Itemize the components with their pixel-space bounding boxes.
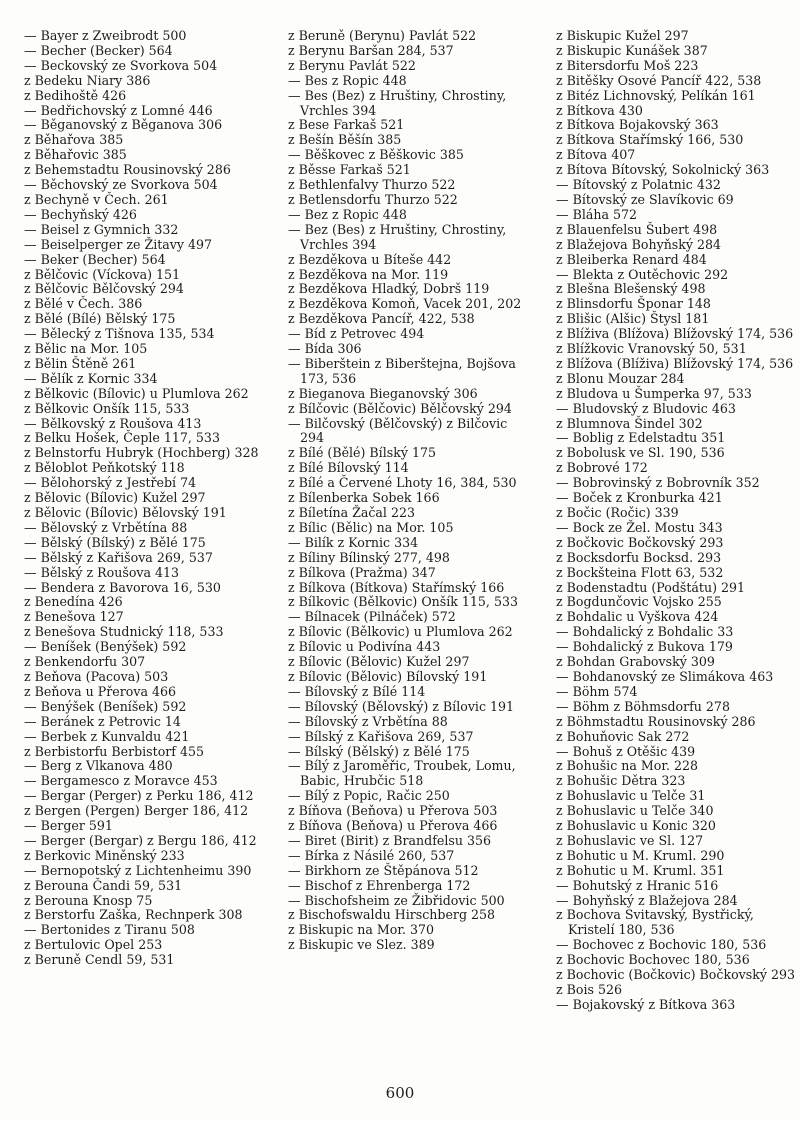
index-entry: z Blíživa (Blížova) Blížovský 174, 536 (556, 326, 794, 342)
index-entry: z Bludova u Šumperka 97, 533 (556, 385, 752, 401)
index-entry: z Blišic (Alšic) Štysl 181 (556, 311, 710, 327)
index-entry: z Běloblot Peňkotský 118 (24, 460, 185, 476)
index-entry: — Berbek z Kunvaldu 421 (24, 728, 190, 744)
index-entry: z Bezděkova Hladký, Dobrš 119 (288, 281, 490, 297)
index-entry: — Bischof z Ehrenberga 172 (288, 877, 471, 893)
index-entry: z Bílenberka Sobek 166 (288, 490, 440, 506)
index-entry: — Bělecký z Tišnova 135, 534 (24, 326, 215, 342)
index-entry: z Bělčovic (Víckova) 151 (24, 266, 181, 282)
index-entry: z Bílovic (Bělkovic) u Plumlova 262 (288, 624, 513, 640)
index-entry: z Bohuslavic u Konic 320 (556, 818, 716, 834)
page-number: 600 (385, 1084, 415, 1102)
index-entry: z Bílčovic (Bělčovic) Bělčovský 294 (288, 400, 512, 416)
index-entry: z Bočkovic Bočkovský 293 (556, 534, 724, 550)
index-entry: — Bilík z Kornic 334 (288, 534, 419, 550)
index-entry: — Bírka z Násilé 260, 537 (288, 847, 455, 863)
index-entry: z Belku Hošek, Čeple 117, 533 (24, 430, 220, 446)
index-entry: z Biskupic ve Slez. 389 (288, 937, 435, 953)
index-entry: — Boček z Kronburka 421 (556, 490, 723, 506)
index-entry: z Bítkova Bojakovský 363 (556, 117, 719, 133)
index-entry: z Bertulovic Opel 253 (24, 937, 163, 953)
index-entry: z Bílé Bílovský 114 (288, 460, 409, 476)
index-entry: — Bohutský z Hranic 516 (556, 877, 719, 893)
index-entry: z Bešín Běšín 385 (288, 132, 402, 148)
index-entry: z Bechyně v Čech. 261 (24, 191, 169, 207)
index-entry: — Bez z Ropic 448 (288, 206, 407, 222)
index-entry: z Bedihoště 426 (24, 87, 127, 103)
index-entry: z Biskupic Kunášek 387 (556, 42, 708, 58)
index-entry: z Bělkovic (Bílovic) u Plumlova 262 (24, 385, 249, 401)
index-entry: — Böhm 574 (556, 683, 638, 699)
index-entry: — Bílovský z Bílé 114 (288, 683, 426, 699)
index-entry: z Bílkovic (Bělkovic) Onšík 115, 533 (288, 594, 518, 610)
index-entry: z Berbistorfu Berbistorf 455 (24, 743, 205, 759)
index-entry: — Bock ze Žel. Mostu 343 (556, 519, 723, 535)
index-entry: z Blížova (Blíživa) Blížovský 174, 536 (556, 355, 794, 371)
index-entry: — Bechyňský 426 (24, 206, 137, 222)
index-entry: z Blinsdorfu Šponar 148 (556, 296, 711, 312)
index-entry: z Bílovic (Bělovic) Bílovský 191 (288, 668, 488, 684)
index-entry: — Bílovský z Vrbětína 88 (288, 713, 448, 729)
index-entry: — Becher (Becker) 564 (24, 42, 173, 58)
index-entry: z Bílkova (Bítkova) Stařímský 166 (288, 579, 505, 595)
index-entry: z Bělovic (Bílovic) Bělovský 191 (24, 505, 227, 520)
index-entry: z Blažejova Bohyňský 284 (556, 236, 722, 252)
index-entry: z Blumnova Šindel 302 (556, 415, 703, 431)
index-entry: z Beruně (Berynu) Pavlát 522 (288, 28, 477, 43)
index-entry: z Bedeku Niary 386 (24, 72, 151, 88)
index-entry: — Bělovský z Vrbětína 88 (24, 519, 188, 535)
index-entry: z Benešova Studnický 118, 533 (24, 624, 224, 640)
index-entry: — Bělský z Kařišova 269, 537 (24, 549, 213, 565)
index-entry: z Beruně Cendl 59, 531 (24, 952, 175, 968)
index-entry: z Bleiberka Renard 484 (556, 251, 707, 267)
index-entry: — Beiselperger ze Žitavy 497 (24, 236, 213, 252)
index-entry: z Bochova Svitavský, Bystřický, Kristelí 180, 536 (556, 907, 754, 938)
index-entry: — Bláha 572 (556, 206, 638, 222)
index-entry: — Běganovský z Běganova 306 (24, 117, 223, 133)
index-entry: z Bílé a Červené Lhoty 16, 384, 530 (288, 475, 517, 491)
index-entry: z Bíňova (Beňova) u Přerova 503 (288, 803, 498, 819)
index-entry: z Bezděkova Komoň, Vacek 201, 202 (288, 296, 522, 312)
index-entry: z Beňova u Přerova 466 (24, 683, 176, 699)
index-entry: — Bílnacek (Pilnáček) 572 (288, 609, 456, 625)
index-entry: z Bílé (Bělé) Bílský 175 (288, 445, 436, 461)
index-entry: z Bohušic Dětra 323 (556, 773, 686, 789)
index-entry: z Bohuňovic Sak 272 (556, 728, 690, 744)
index-entry: z Bítkova Stařímský 166, 530 (556, 132, 744, 148)
index-entry: z Běhařovic 385 (24, 147, 127, 163)
index-entry: z Bílovic (Bělovic) Kužel 297 (288, 654, 470, 670)
index-entry: z Bobolusk ve Sl. 190, 536 (556, 445, 725, 461)
index-entry: z Bělic na Mor. 105 (24, 341, 148, 357)
index-entry: — Berger (Bergar) z Bergu 186, 412 (24, 832, 257, 848)
index-entry: — Boblig z Edelstadtu 351 (556, 430, 726, 446)
index-entry: — Biret (Birit) z Brandfelsu 356 (288, 832, 491, 848)
index-entry: — Beker (Becher) 564 (24, 251, 166, 267)
index-entry: — Bohdalický z Bukova 179 (556, 639, 733, 655)
index-entry: z Bělé (Bílé) Bělský 175 (24, 311, 176, 327)
index-entry: — Bílský z Kařišova 269, 537 (288, 728, 474, 744)
index-entry: z Bohutic u M. Kruml. 351 (556, 862, 725, 878)
index-entry: z Bítova 407 (556, 147, 636, 163)
index-column-2 (288, 29, 534, 953)
index-entry: z Benedína 426 (24, 594, 123, 610)
index-entry: — Böhm z Böhmsdorfu 278 (556, 698, 730, 714)
index-entry: — Bílský (Bělský) z Bělé 175 (288, 743, 470, 759)
index-entry: z Bitersdorfu Moš 223 (556, 57, 699, 73)
index-entry: — Bergamesco z Moravce 453 (24, 773, 218, 789)
index-entry: z Bobrové 172 (556, 460, 648, 476)
index-entry: — Beránek z Petrovic 14 (24, 713, 181, 729)
index-entry: z Bethlenfalvy Thurzo 522 (288, 177, 456, 193)
index-entry: — Blekta z Outěchovic 292 (556, 266, 729, 282)
index-entry: — Bohdalický z Bohdalic 33 (556, 624, 734, 640)
index-entry: — Bílý z Popic, Račic 250 (288, 788, 450, 804)
index-entry: z Bělin Štěně 261 (24, 355, 137, 371)
index-entry: — Berger 591 (24, 818, 113, 834)
index-entry: — Bendera z Bavorova 16, 530 (24, 579, 221, 595)
index-entry: — Bayer z Zweibrodt 500 (24, 28, 187, 43)
index-entry: z Biskupic Kužel 297 (556, 28, 689, 43)
index-entry: — Bělský (Bílský) z Bělé 175 (24, 534, 206, 550)
index-entry: — Beníšek (Benýšek) 592 (24, 639, 187, 655)
index-entry: — Bilčovský (Bělčovský) z Bilčovic 294 (288, 415, 508, 446)
index-entry: z Bělčovic Bělčovský 294 (24, 281, 184, 297)
index-entry: — Beckovský ze Svorkova 504 (24, 57, 218, 73)
index-entry: z Bezděkova Pancíř, 422, 538 (288, 311, 475, 327)
index-column-1 (24, 29, 270, 968)
index-entry: z Bohdan Grabovský 309 (556, 654, 715, 670)
index-entry: — Bítovský ze Slavíkovic 69 (556, 191, 734, 207)
index-entry: — Bludovský z Bludovic 463 (556, 400, 736, 416)
index-entry: z Bílovic u Podivína 443 (288, 639, 441, 655)
index-entry: — Bes z Ropic 448 (288, 72, 407, 88)
index-entry: z Bischofswaldu Hirschberg 258 (288, 907, 496, 923)
index-entry: z Blonu Mouzar 284 (556, 370, 685, 386)
index-entry: z Blešna Blešenský 498 (556, 281, 706, 297)
index-entry: z Bohutic u M. Kruml. 290 (556, 847, 725, 863)
index-entry: — Beisel z Gymnich 332 (24, 221, 179, 237)
index-entry: z Bockšteina Flott 63, 532 (556, 564, 724, 580)
index-entry: z Biskupic na Mor. 370 (288, 922, 435, 938)
index-entry: z Blauenfelsu Šubert 498 (556, 221, 718, 237)
index-entry: z Bílkova (Pražma) 347 (288, 564, 436, 580)
index-entry: z Bočic (Ročic) 339 (556, 505, 679, 520)
index-entry: — Bílovský (Bělovský) z Bílovic 191 (288, 698, 515, 714)
index-entry: — Bítovský z Polatnic 432 (556, 177, 721, 193)
index-entry: — Berg z Vlkanova 480 (24, 758, 173, 774)
index-column-3 (556, 29, 800, 1013)
index-entry: z Bochovic (Bočkovic) Bočkovský 293 (556, 967, 796, 983)
index-entry: — Bohdanovský ze Slimákova 463 (556, 668, 774, 684)
index-entry: z Bitéz Lichnovský, Pelíkán 161 (556, 87, 756, 103)
index-entry: — Bílý z Jaroměřic, Troubek, Lomu, Babic, Hrubčic 518 (288, 758, 516, 789)
index-entry: z Bezděkova u Bíteše 442 (288, 251, 452, 267)
index-entry: z Berouna Knosp 75 (24, 892, 153, 908)
index-entry: z Bodenstadtu (Podštátu) 291 (556, 579, 746, 595)
index-entry: z Berynu Pavlát 522 (288, 57, 416, 73)
index-entry: z Bohušic na Mor. 228 (556, 758, 699, 774)
index-entry: z Bohuslavic u Telče 31 (556, 788, 706, 804)
index-entry: z Behemstadtu Rousinovský 286 (24, 162, 231, 178)
index-entry: z Bíliny Bílinský 277, 498 (288, 549, 450, 565)
index-entry: — Bohyňský z Blažejova 284 (556, 892, 738, 908)
index-entry: z Böhmstadtu Rousinovský 286 (556, 713, 756, 729)
index-entry: z Bítkova 430 (556, 102, 643, 118)
index-entry: — Benýšek (Beníšek) 592 (24, 698, 187, 714)
index-entry: — Bohuš z Otěšic 439 (556, 743, 696, 759)
index-entry: — Birkhorn ze Štěpánova 512 (288, 862, 479, 878)
index-entry: z Běhařova 385 (24, 132, 124, 148)
index-entry: — Běškovec z Běškovic 385 (288, 147, 464, 163)
index-entry: z Benkendorfu 307 (24, 654, 146, 670)
index-entry: z Běsse Farkaš 521 (288, 162, 411, 178)
index-entry: z Berkovic Miněnský 233 (24, 847, 185, 863)
index-entry: — Bobrovinský z Bobrovník 352 (556, 475, 760, 491)
index-entry: — Bělík z Kornic 334 (24, 370, 158, 386)
index-entry: — Bíd z Petrovec 494 (288, 326, 425, 342)
index-entry: z Beňova (Pacova) 503 (24, 668, 169, 684)
index-entry: z Bíňova (Beňova) u Přerova 466 (288, 818, 498, 834)
index-entry: z Blížkovic Vranovský 50, 531 (556, 341, 747, 357)
index-entry: z Berouna Čandi 59, 531 (24, 877, 183, 893)
index-entry: z Bílic (Bělic) na Mor. 105 (288, 519, 454, 535)
index-entry: — Běchovský ze Svorkova 504 (24, 177, 218, 193)
index-entry: — Bedřichovský z Lomné 446 (24, 102, 213, 118)
index-entry: — Bělohorský z Jestřebí 74 (24, 475, 197, 491)
index-entry: z Bíletína Žačal 223 (288, 505, 416, 520)
index-entry: z Berstorfu Zaška, Rechnperk 308 (24, 907, 243, 923)
index-entry: z Bohuslavic ve Sl. 127 (556, 832, 704, 848)
index-entry: — Bischofsheim ze Žibřidovic 500 (288, 892, 505, 908)
index-entry: — Bernopotský z Lichtenheimu 390 (24, 862, 252, 878)
index-entry: z Bergen (Pergen) Berger 186, 412 (24, 803, 249, 819)
index-entry: — Bochovec z Bochovic 180, 536 (556, 937, 767, 953)
index-entry: — Biberštein z Biberštejna, Bojšova 173, 536 (288, 355, 516, 386)
index-entry: z Bělkovic Onšík 115, 533 (24, 400, 190, 416)
index-entry: z Bocksdorfu Bocksd. 293 (556, 549, 722, 565)
index-entry: z Bítova Bítovský, Sokolnický 363 (556, 162, 770, 178)
index-entry: z Belnstorfu Hubryk (Hochberg) 328 (24, 445, 259, 461)
index-entry: — Bergar (Perger) z Perku 186, 412 (24, 788, 254, 804)
index-entry: z Benešova 127 (24, 609, 124, 625)
index-entry: z Bohdalic u Vyškova 424 (556, 609, 719, 625)
index-entry: — Bělkovský z Roušova 413 (24, 415, 202, 431)
index-entry: — Bojakovský z Bítkova 363 (556, 996, 736, 1012)
index-entry: z Bieganova Bieganovský 306 (288, 385, 478, 401)
index-entry: — Bez (Bes) z Hruštiny, Chrostiny, Vrchles 394 (288, 221, 507, 252)
index-entry: z Bogdunčovic Vojsko 255 (556, 594, 722, 610)
index-entry: z Bois 526 (556, 982, 623, 997)
index-entry: — Bertonides z Tiranu 508 (24, 922, 195, 938)
index-entry: — Bes (Bez) z Hruštiny, Chrostiny, Vrchles 394 (288, 87, 507, 118)
index-entry: z Bělé v Čech. 386 (24, 296, 143, 312)
index-entry: z Bělovic (Bílovic) Kužel 297 (24, 490, 206, 506)
index-entry: z Berynu Baršan 284, 537 (288, 42, 454, 58)
index-entry: — Bída 306 (288, 341, 362, 357)
index-entry: z Bohuslavic u Telče 340 (556, 803, 714, 819)
index-entry: z Bese Farkaš 521 (288, 117, 405, 133)
index-entry: z Bochovic Bochovec 180, 536 (556, 952, 750, 968)
index-entry: — Bělský z Roušova 413 (24, 564, 180, 580)
index-entry: z Bitěšky Osové Pancíř 422, 538 (556, 72, 762, 88)
index-entry: z Bezděkova na Mor. 119 (288, 266, 449, 282)
index-entry: z Betlensdorfu Thurzo 522 (288, 191, 458, 207)
